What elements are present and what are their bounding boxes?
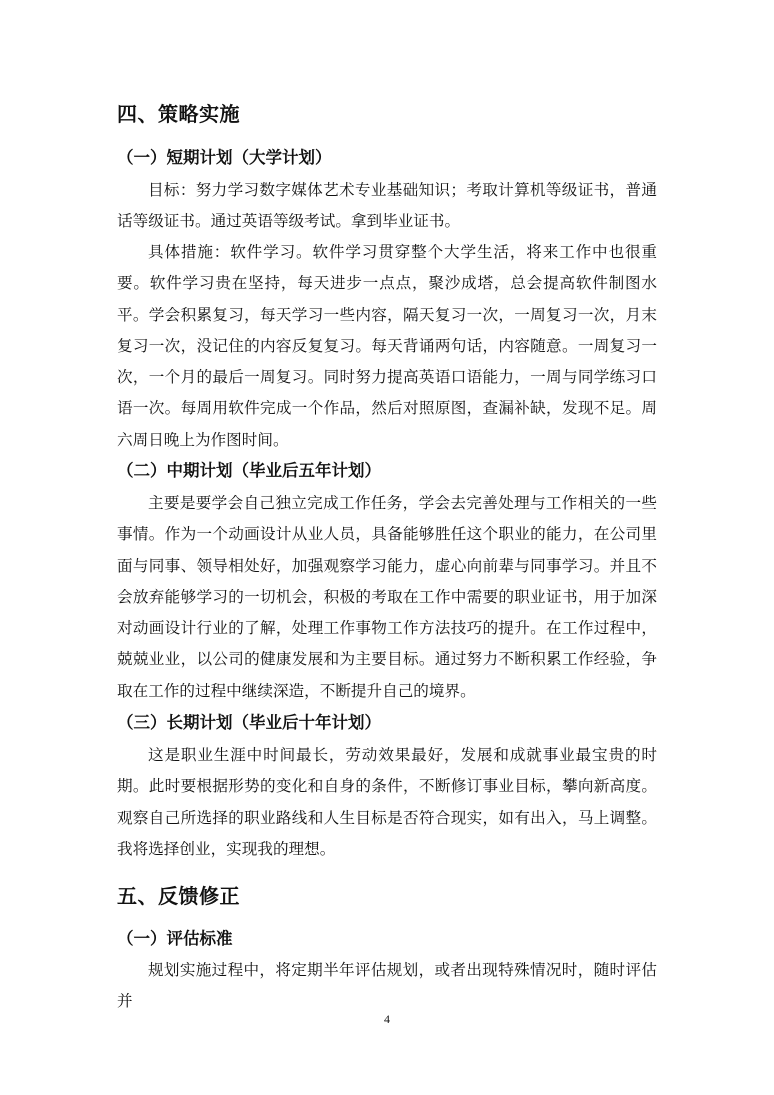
paragraph-mid-term: 主要是要学会自己独立完成工作任务，学会去完善处理与工作相关的一些事情。作为一个动画设计从业人员，具备能够胜任这个职业的能力，在公司里面与同事、领导相处好，加强观察学习能力，虚心向前辈与同事学习。并且不会放弃能够学习的一切机会，积极的考取在工作中需要的职业证书，用于加深对动画设计行业的了解，处理工作事物工作方法技巧的提升。在工作过程中，兢兢业业，以公司的健康发展和为主要目标。通过努力不断积累工作经验，争取在工作的过程中继续深造，不断提升自己的境界。 [117, 494, 657, 700]
section-heading-feedback: 五、反馈修正 [117, 884, 240, 908]
subsection-heading-evaluation: （一）评估标准 [117, 929, 233, 948]
subsection-heading-mid-term: （二）中期计划（毕业后五年计划） [117, 461, 381, 480]
paragraph-evaluation: 规划实施过程中，将定期半年评估规划，或者出现特殊情况时，随时评估并 [117, 961, 657, 1011]
paragraph-short-term-goal: 目标：努力学习数字媒体艺术专业基础知识；考取计算机等级证书，普通话等级证书。通过英语等级考试。拿到毕业证书。 [117, 181, 657, 231]
paragraph-long-term: 这是职业生涯中时间最长，劳动效果最好，发展和成就事业最宝贵的时期。此时要根据形势的变化和自身的条件，不断修订事业目标，攀向新高度。观察自己所选择的职业路线和人生目标是否符合现实，如有出入，马上调整。我将选择创业，实现我的理想。 [117, 746, 657, 858]
page-number: 4 [384, 1012, 390, 1026]
paragraph-short-term-measures: 具体措施：软件学习。软件学习贯穿整个大学生活，将来工作中也很重要。软件学习贵在坚持，每天进步一点点，聚沙成塔，总会提高软件制图水平。学会积累复习，每天学习一些内容，隔天复习一次，一周复习一次，月末复习一次，没记住的内容反复复习。每天背诵两句话，内容随意。一周复习一次，一个月的最后一周复习。同时努力提高英语口语能力，一周与同学练习口语一次。每周用软件完成一个作品，然后对照原图，查漏补缺，发现不足。周六周日晚上为作图时间。 [117, 243, 657, 449]
subsection-heading-long-term: （三）长期计划（毕业后十年计划） [117, 713, 381, 732]
subsection-heading-short-term: （一）短期计划（大学计划） [117, 148, 332, 167]
section-heading-strategy: 四、策略实施 [117, 102, 240, 126]
